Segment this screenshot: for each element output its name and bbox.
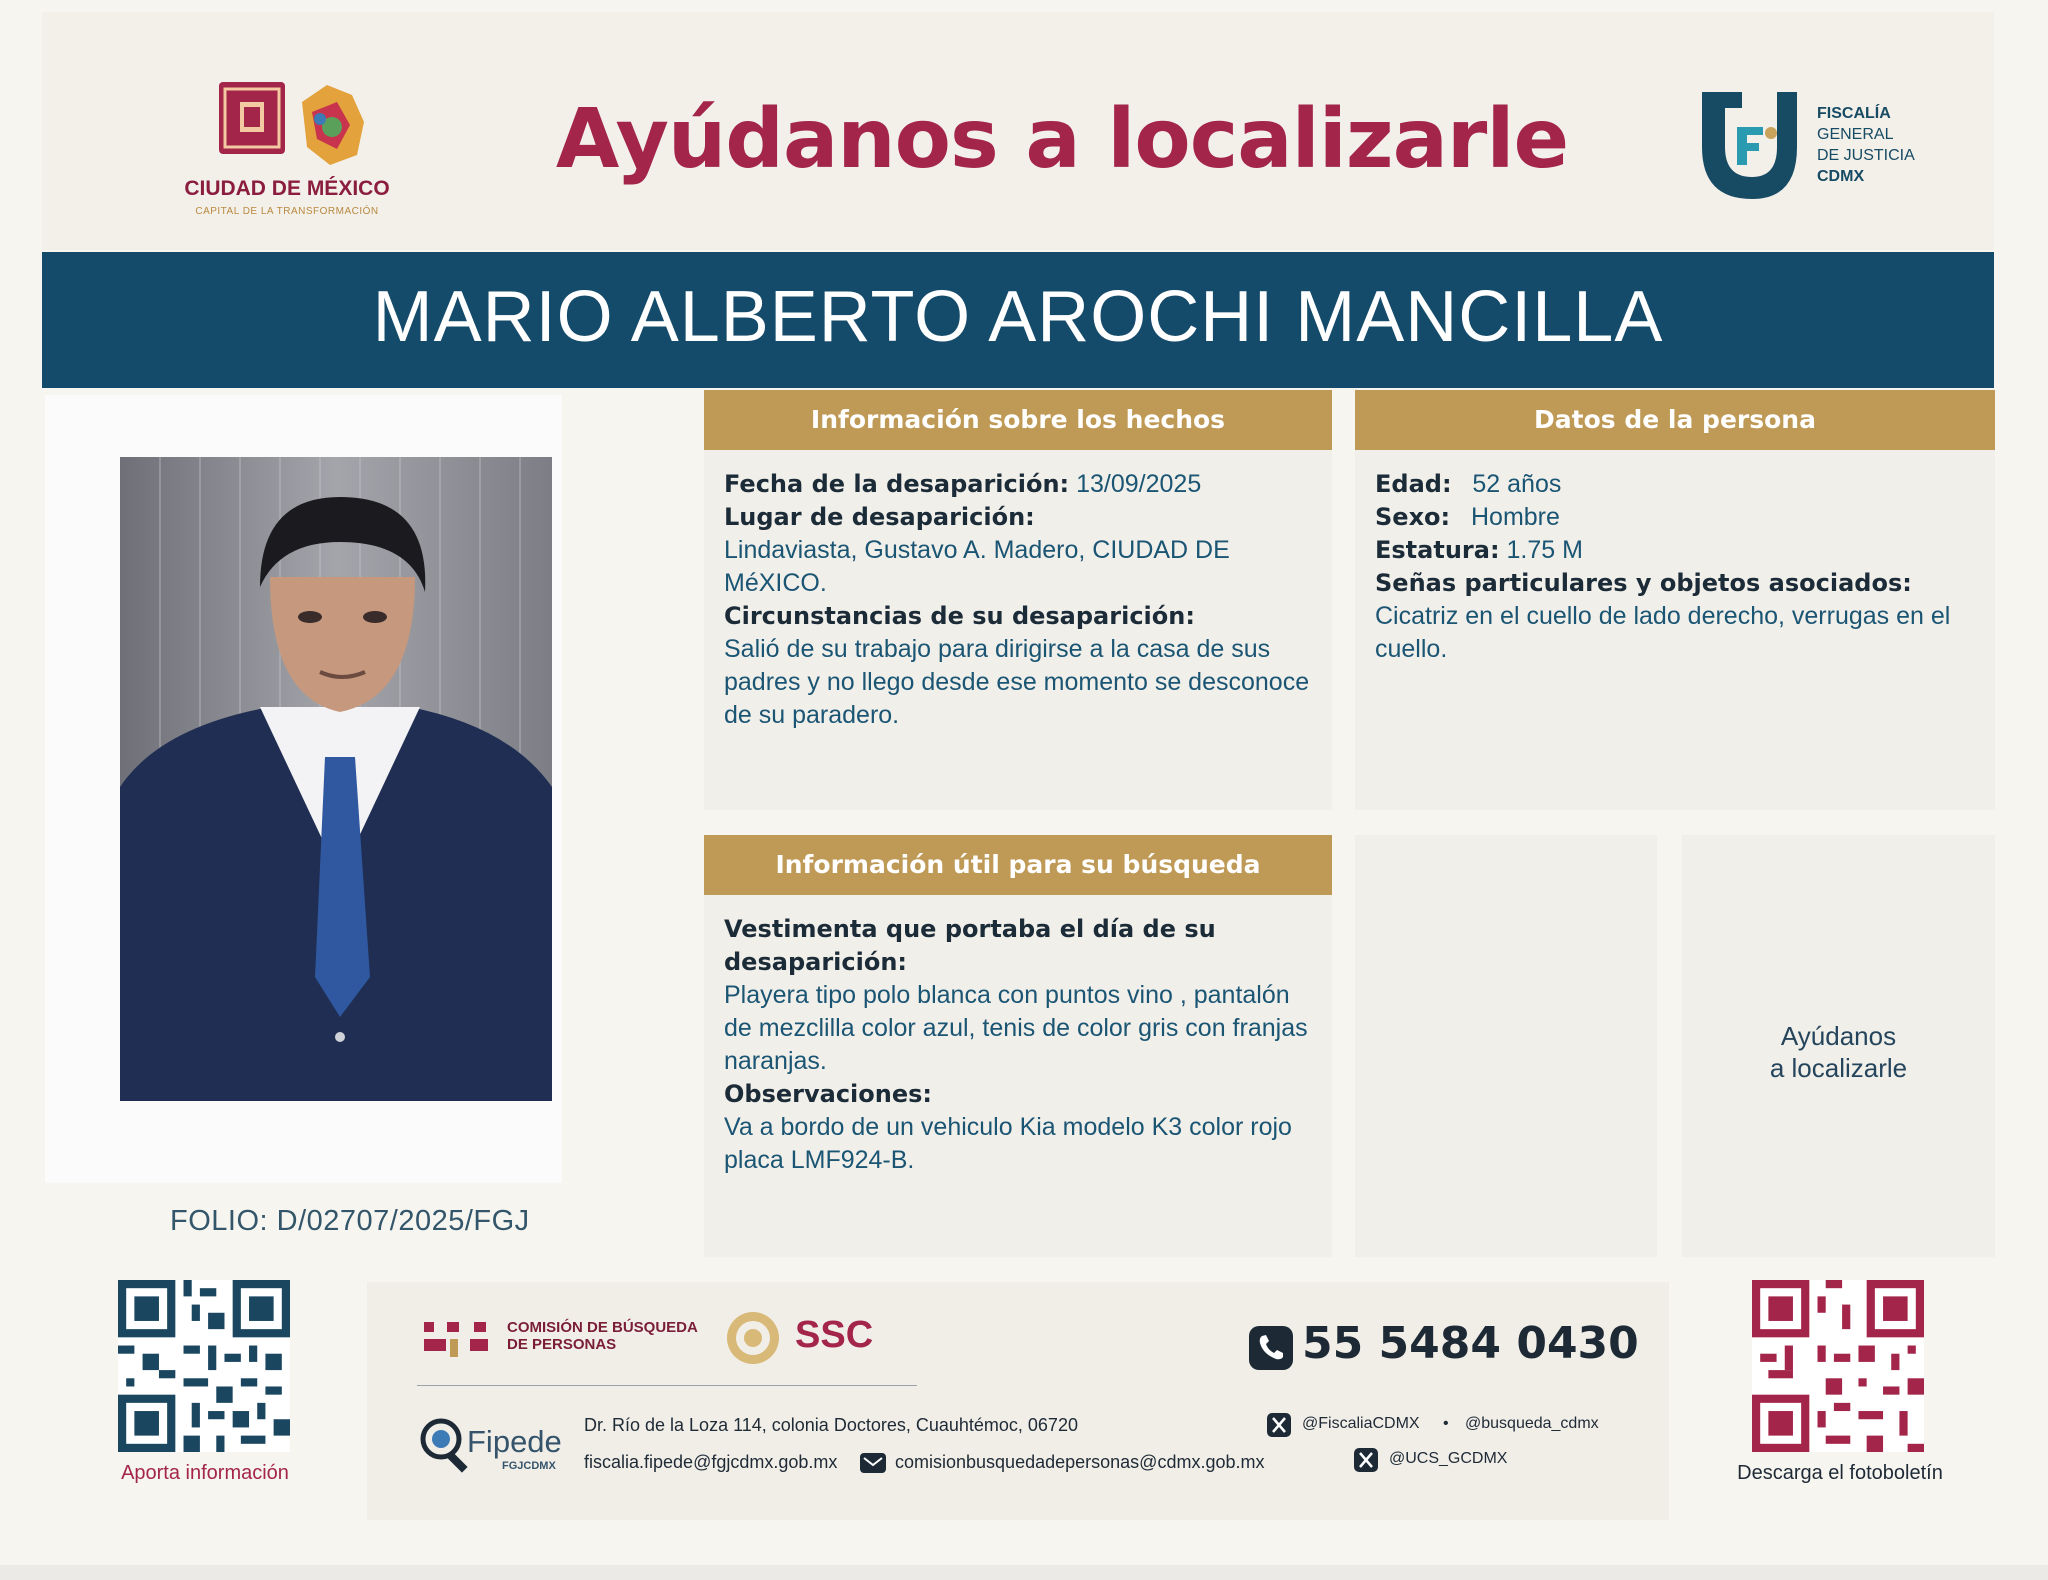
lugar-value: Lindaviasta, Gustavo A. Madero, CIUDAD DE MéXICO. — [724, 536, 1230, 597]
fgj-line-1: FISCALÍA — [1817, 105, 1891, 122]
circunstancias-value: Salió de su trabajo para dirigirse a la casa de sus padres y no llego desde ese momento se desconoce de su paradero. — [724, 635, 1310, 729]
cdmx-logo-text: CIUDAD DE MÉXICO — [184, 177, 390, 200]
contact-footer — [367, 1282, 1669, 1520]
fecha-value: 13/09/2025 — [1076, 470, 1202, 498]
cdmx-logo-subtitle: CAPITAL DE LA TRANSFORMACIÓN — [195, 206, 379, 217]
comision-line-1: COMISIÓN DE BÚSQUEDA — [507, 1319, 698, 1336]
footer-divider — [417, 1385, 917, 1386]
qr-right-label[interactable]: Descarga el fotoboletín — [1737, 1462, 1943, 1484]
comision-line-2: DE PERSONAS — [507, 1336, 617, 1353]
person-photo-illustration — [120, 457, 552, 1101]
empty-box — [1355, 835, 1657, 1257]
phone-number[interactable]: 55 5484 0430 — [1302, 1318, 1639, 1369]
panel-persona-title: Datos de la persona — [1355, 390, 1995, 450]
fipede-text: Fipede — [467, 1424, 562, 1459]
x-icon — [1267, 1413, 1291, 1437]
person-photo — [120, 457, 552, 1101]
fgj-logo — [1697, 87, 1957, 217]
fgj-line-2: GENERAL — [1817, 126, 1894, 143]
phone-icon — [1249, 1326, 1293, 1370]
person-name: MARIO ALBERTO AROCHI MANCILLA — [372, 277, 1664, 357]
twitter-fiscalia[interactable]: @FiscaliaCDMX — [1302, 1415, 1420, 1432]
fipede-icon — [419, 1417, 469, 1477]
senas-value: Cicatriz en el cuello de lado derecho, verrugas en el cuello. — [1375, 602, 1951, 663]
twitter-ucs[interactable]: @UCS_GCDMX — [1389, 1450, 1508, 1467]
observaciones-label: Observaciones: — [724, 1080, 933, 1108]
comision-text — [507, 1319, 698, 1353]
qr-code-icon[interactable] — [118, 1280, 290, 1452]
panel-hechos — [704, 390, 1332, 810]
comision-logo-icon — [422, 1317, 492, 1362]
cdmx-logo — [152, 67, 422, 227]
ssc-badge-icon — [725, 1310, 781, 1366]
qr-left-label[interactable]: Aporta información — [121, 1462, 289, 1484]
address: Dr. Río de la Loza 114, colonia Doctores, Cuauhtémoc, 06720 — [584, 1415, 1078, 1435]
cdmx-shield-icon — [152, 67, 422, 177]
help-box-text — [1682, 1020, 1995, 1084]
email-comision[interactable]: comisionbusquedadepersonas@cdmx.gob.mx — [895, 1452, 1265, 1472]
panel-hechos-title: Información sobre los hechos — [704, 390, 1332, 450]
vestimenta-label: Vestimenta que portaba el día de su desaparición: — [724, 915, 1216, 976]
persona-content — [1375, 468, 1985, 666]
fgj-logo-icon — [1697, 87, 1807, 207]
sexo-value: Hombre — [1470, 503, 1560, 531]
edad-value: 52 años — [1472, 470, 1562, 498]
hechos-content — [724, 468, 1324, 732]
observaciones-value: Va a bordo de un vehiculo Kia modelo K3 color rojo placa LMF924-B. — [724, 1113, 1292, 1174]
help-line-1: Ayúdanos — [1780, 1021, 1897, 1051]
fgj-line-3: DE JUSTICIA — [1817, 147, 1915, 164]
sexo-label: Sexo: — [1375, 503, 1451, 531]
panel-persona — [1355, 390, 1995, 810]
twitter-busqueda[interactable]: @busqueda_cdmx — [1465, 1415, 1599, 1432]
fgj-logo-text — [1817, 103, 1915, 187]
headline: Ayúdanos a localizarle — [555, 92, 1569, 187]
edad-label: Edad: — [1375, 470, 1452, 498]
cdmx-map-icon — [302, 85, 364, 165]
ssc-text: SSC — [795, 1314, 874, 1356]
poster-header — [42, 12, 1994, 250]
estatura-label: Estatura: — [1375, 536, 1500, 564]
help-line-2: a localizarle — [1769, 1053, 1908, 1083]
qr-code-icon[interactable] — [1752, 1280, 1924, 1452]
vestimenta-value: Playera tipo polo blanca con puntos vino , pantalón de mezclilla color azul, tenis de color gris con franjas naranjas. — [724, 981, 1308, 1075]
help-box — [1682, 835, 1995, 1257]
email-fipede[interactable]: fiscalia.fipede@fgjcdmx.gob.mx — [584, 1452, 838, 1472]
fecha-label: Fecha de la desaparición: — [724, 470, 1070, 498]
fgj-line-4: CDMX — [1817, 168, 1865, 185]
panel-busqueda — [704, 835, 1332, 1257]
panel-busqueda-title: Información útil para su búsqueda — [704, 835, 1332, 895]
lugar-label: Lugar de desaparición: — [724, 503, 1035, 531]
name-band — [42, 252, 1994, 388]
circunstancias-label: Circunstancias de su desaparición: — [724, 602, 1195, 630]
folio-number: FOLIO: D/02707/2025/FGJ — [170, 1205, 530, 1237]
senas-label: Señas particulares y objetos asociados: — [1375, 569, 1912, 597]
estatura-value: 1.75 M — [1506, 536, 1583, 564]
twitter-separator: • — [1443, 1415, 1449, 1432]
x-icon — [1354, 1448, 1378, 1472]
busqueda-content — [724, 913, 1324, 1177]
photo-card — [45, 395, 562, 1183]
fipede-sub: FGJCDMX — [502, 1460, 556, 1472]
email-icon — [859, 1452, 887, 1474]
